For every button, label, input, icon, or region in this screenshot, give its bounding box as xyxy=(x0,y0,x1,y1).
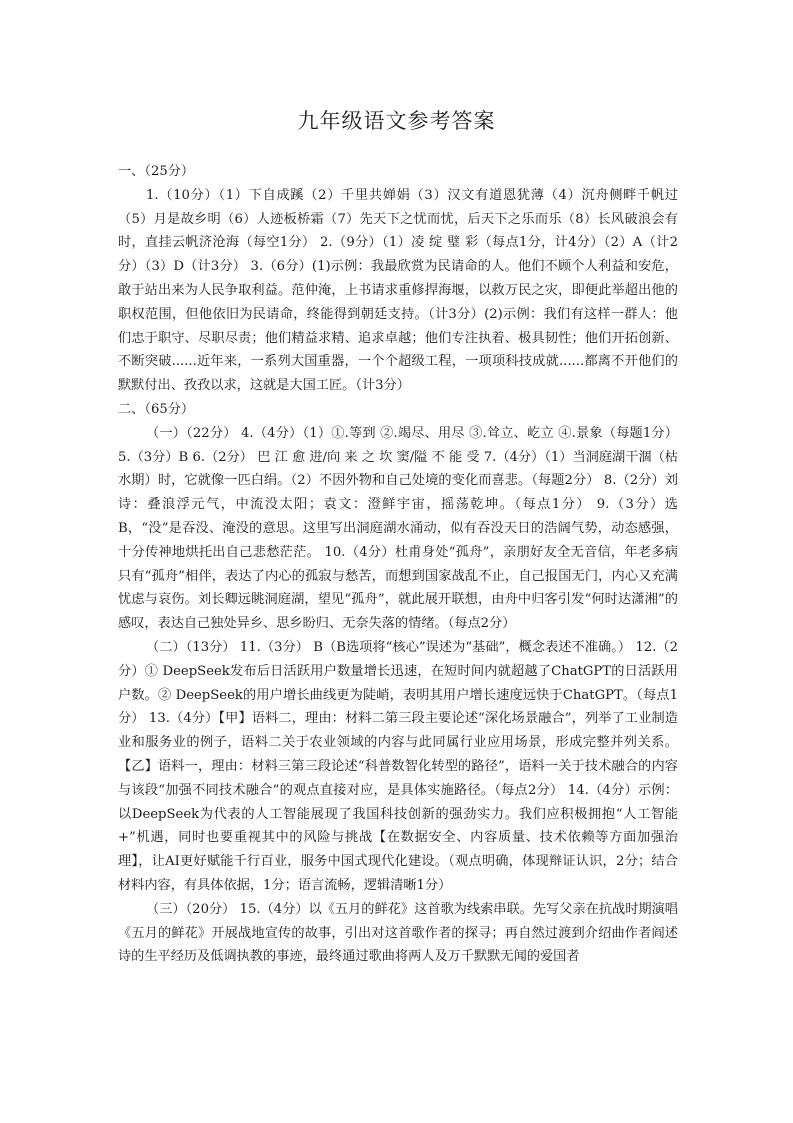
page-title: 九年级语文参考答案 xyxy=(297,109,496,133)
part-one-answers: （一）（22分） 4.（4分）（1）①.等到 ②.竭尽、用尽 ③.耸立、屹立 ④.景象（每题1分） 5.（3分）B 6.（2分） 巴 江 愈 进/向 来 之 坎 窦/隘 不 能 受 7.（4分）（1）当洞庭湖干涸（枯水期）时，它就像一匹白绢。（2）不因外物和自己处境的变化而喜悲。（每题2分） 8.（2分）刘诗：叠浪浮元气，中流没太阳；袁文：澄鲜宇宙，摇荡乾坤。（每点1分） 9.（3分）选B，“没”是吞没、淹没的意思。这里写出洞庭湖水涌动，似有吞没天日的浩阔气势，动态感强，十分传神地烘托出自己悲愁茫茫。 10.（4分）杜甫身处“孤舟”，亲朋好友全无音信，年老多病只有“孤舟”相伴，表达了内心的孤寂与愁苦，而想到国家战乱不止，自己报国无门，内心又充满忧虑与哀伤。刘长卿远眺洞庭湖，望见“孤舟”，就此展开联想，由舟中归客引发“何时达潇湘”的感叹，表达自己独处异乡、思乡盼归、无奈失落的情绪。（每点2分） xyxy=(118,425,678,632)
section-one-answers: 1.（10分）（1）下自成蹊（2）千里共婵娟（3）汉文有道恩犹薄（4）沉舟侧畔千帆过（5）月是故乡明（6）人迹板桥霜（7）先天下之忧而忧，后天下之乐而乐（8）长风破浪会有时，直挂云帆济沧海（每空1分） 2.（9分）（1）凌 绽 璧 彩（每点1分，计4分）（2）A（计2分）（3）D（计3分） 3.（6分）(1)示例：我最欣赏为民请命的人。他们不顾个人利益和安危，敢于站出来为人民争取利益。范仲淹，上书请求重修捍海堰，以救万民之灾，即便此举超出他的职权范围，但他依旧为民请命，终能得到朝廷支持。（计3分）(2)示例：我们有这样一群人：他们忠于职守、尽职尽责；他们精益求精、追求卓越；他们专注执着、极具韧性；他们开拓创新、不断突破......近年来，一系列大国重器，一个个超级工程，一项项科技成就......都离不开他们的默默付出、孜孜以求，这就是大国工匠。（计3分） xyxy=(118,187,678,394)
answer-body xyxy=(118,160,678,969)
section-two-heading: 二、（65分） xyxy=(118,401,195,417)
section-one-heading: 一、（25分） xyxy=(118,164,195,179)
part-three-answers: （三）（20分） 15.（4分）以《五月的鲜花》这首歌为线索串联。先写父亲在抗战时期演唱《五月的鲜花》开展战地宣传的故事，引出对这首歌作者的探寻；再自然过渡到介绍曲作者阎述诗的生平经历及低调执教的事迹，最终通过歌曲将两人及万千默默无闻的爱国者 xyxy=(118,901,678,965)
part-two-answers: （二）（13分） 11.（3分） B（B选项将“核心”误述为“基础”，概念表述不准确。） 12.（2分）① DeepSeek发布后日活跃用户数量增长迅速，在短时间内就超越了ChatGPT的日活跃用户数。② DeepSeek的用户增长曲线更为陡峭，表明其用户增长速度远快于ChatGPT。（每点1分） 13.（4分）【甲】语料二，理由：材料二第三段主要论述“深化场景融合”，列举了工业制造业和服务业的例子，语料二关于农业领域的内容与此同属行业应用场景，形成完整并列关系。【乙】语料一，理由：材料三第三段论述“科普数智化转型的路径”，语料一关于技术融合的内容与该段“加强不同技术融合”的观点直接对应，是具体实施路径。（每点2分） 14.（4分）示例：以DeepSeek为代表的人工智能展现了我国科技创新的强劲实力。我们应积极拥抱“人工智能+”机遇，同时也要重视其中的风险与挑战【在数据安全、内容质量、技术依赖等方面加强治理】，让AI更好赋能千行百业，服务中国式现代化建设。（观点明确，体现辩证认识，2分；结合材料内容，有具体依据，1分；语言流畅，逻辑清晰1分） xyxy=(118,639,678,893)
